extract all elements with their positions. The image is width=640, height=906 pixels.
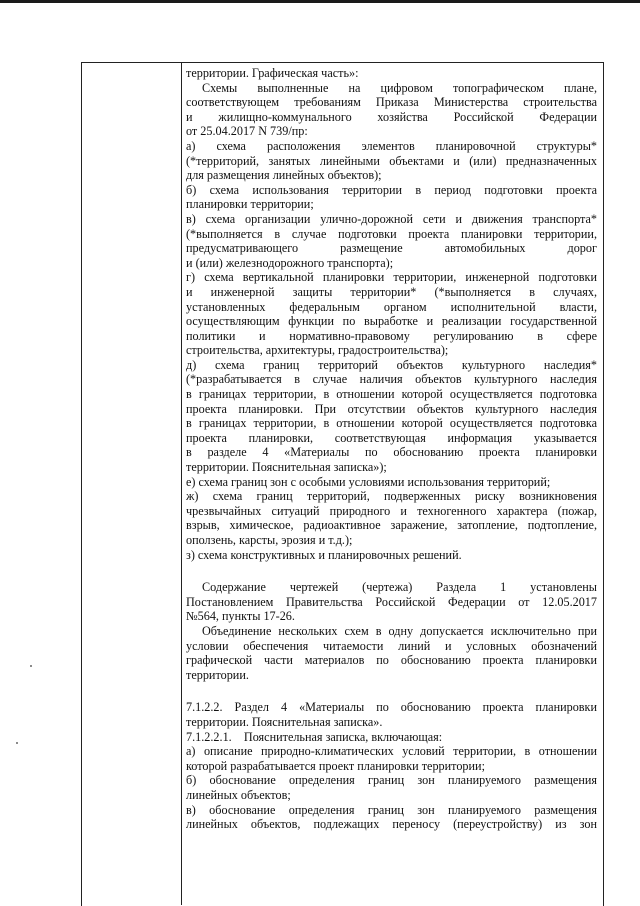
text-line: предусматривающего размещение автомобильных дорог bbox=[186, 241, 597, 256]
text-line: в границах территории, в отношении которой осуществляется подготовка bbox=[186, 416, 597, 431]
paragraph-item-a bbox=[186, 139, 597, 183]
text-line: а) схема расположения элементов планировочной структуры* bbox=[186, 138, 597, 153]
paragraph-intro bbox=[186, 66, 597, 81]
text-line: осуществляющим функции по выработке и реализации государственной bbox=[186, 314, 597, 329]
text-line: в) обоснование определения границ зон планируемого размещения bbox=[186, 802, 597, 817]
paragraph-item-d bbox=[186, 358, 597, 475]
text-line: б) обоснование определения границ зон планируемого размещения bbox=[186, 773, 597, 788]
text-line: в разделе 4 «Материалы по обоснованию проекта планировки bbox=[186, 445, 597, 460]
paragraph-schemes bbox=[186, 81, 597, 139]
text-line: для размещения линейных объектов); bbox=[186, 168, 382, 183]
paragraph-note-item-b bbox=[186, 773, 597, 802]
paragraph-item-g bbox=[186, 270, 597, 358]
text-line: и (или) железнодорожного транспорта); bbox=[186, 255, 394, 270]
text-line: №564, пункты 17-26. bbox=[186, 609, 295, 624]
text-line: территории. Пояснительная записка»); bbox=[186, 460, 387, 475]
text-line: а) описание природно-климатических условий территории, в отношении bbox=[186, 744, 597, 759]
text-line: установленных федеральным органом исполнительной власти, bbox=[186, 299, 597, 314]
text-line: Содержание чертежей (чертежа) Раздела 1 установлены bbox=[202, 580, 597, 595]
text-line: соответствующем требованиям Приказа Министерства строительства bbox=[186, 95, 597, 110]
text-line: в границах территории, в отношении которой осуществляется подготовка bbox=[186, 387, 597, 402]
text-line: е) схема границ зон с особыми условиями использования территорий; bbox=[186, 474, 551, 489]
spacer bbox=[186, 682, 597, 700]
text-line: в) схема организации улично-дорожной сети и движения транспорта* bbox=[186, 211, 597, 226]
paragraph-item-e bbox=[186, 475, 597, 490]
paragraph-item-z bbox=[186, 548, 597, 563]
paragraph-item-b bbox=[186, 183, 597, 212]
paragraph-drawings-content bbox=[186, 580, 597, 624]
text-line: Объединение нескольких схем в одну допускается исключительно при bbox=[202, 623, 597, 638]
paragraph-item-v bbox=[186, 212, 597, 270]
text-line: г) схема вертикальной планировки территории, инженерной подготовки bbox=[186, 270, 597, 285]
text-line: 7.1.2.2.1. Пояснительная записка, включающая: bbox=[186, 729, 443, 744]
top-rule bbox=[0, 0, 640, 3]
paragraph-merge-schemes bbox=[186, 624, 597, 682]
text-line: (*выполняется в случае подготовки проекта планировки территории, bbox=[186, 226, 597, 241]
text-line: чрезвычайных ситуаций природного и техногенного характера (пожар, bbox=[186, 503, 597, 518]
column-divider bbox=[181, 62, 182, 905]
text-line: проекта планировки, соответствующая информация указывается bbox=[186, 430, 597, 445]
text-line: территории. Пояснительная записка». bbox=[186, 714, 383, 729]
text-line: графической части материалов по обоснованию проекта планировки bbox=[186, 653, 597, 668]
text-line: ж) схема границ территорий, подверженных риску возникновения bbox=[186, 489, 597, 504]
text-line: (*территорий, занятых линейными объектами и (или) предназначенных bbox=[186, 153, 597, 168]
paragraph-section-4 bbox=[186, 700, 597, 729]
text-line: и жилищно-коммунального хозяйства Российской Федерации bbox=[186, 109, 597, 124]
text-line: территории. Графическая часть»: bbox=[186, 66, 359, 80]
text-line: политики и нормативно-правовому регулированию в сфере bbox=[186, 328, 597, 343]
text-line: линейных объектов, подлежащих переносу (переустройству) из зон bbox=[186, 817, 597, 832]
text-line: строительства, архитектуры, градостроительства); bbox=[186, 343, 449, 358]
text-line: которой разрабатывается проект планировки территории; bbox=[186, 758, 485, 773]
text-line: оползень, карсты, эрозия и т.д.); bbox=[186, 533, 353, 547]
text-line: б) схема использования территории в период подготовки проекта bbox=[186, 182, 597, 197]
text-line: Схемы выполненные на цифровом топографическом плане, bbox=[202, 80, 597, 95]
text-line: 7.1.2.2. Раздел 4 «Материалы по обоснованию проекта планировки bbox=[186, 700, 597, 715]
text-line: и инженерной защиты территории* (*выполняется в случаях, bbox=[186, 284, 597, 299]
text-line: условии обеспечения читаемости линий и условных обозначений bbox=[186, 638, 597, 653]
text-line: планировки территории; bbox=[186, 197, 314, 212]
spacer bbox=[186, 562, 597, 580]
text-column bbox=[186, 66, 597, 832]
paragraph-note-item-v bbox=[186, 803, 597, 832]
text-line: территории. bbox=[186, 667, 249, 682]
text-line: Постановлением Правительства Российской Федерации от 12.05.2017 bbox=[186, 594, 597, 609]
text-line: от 25.04.2017 N 739/пр: bbox=[186, 124, 308, 139]
scan-speck bbox=[30, 665, 32, 667]
text-line: проекта планировки. При отсутствии объектов культурного наследия bbox=[186, 401, 597, 416]
text-line: (*разрабатывается в случае наличия объектов культурного наследия bbox=[186, 372, 597, 387]
paragraph-note-item-a bbox=[186, 744, 597, 773]
text-line: взрыв, химическое, радиоактивное заражение, затопление, подтопление, bbox=[186, 518, 597, 533]
scan-speck bbox=[16, 742, 18, 744]
text-line: з) схема конструктивных и планировочных решений. bbox=[186, 547, 462, 562]
text-line: линейных объектов; bbox=[186, 787, 291, 802]
paragraph-explanatory-note bbox=[186, 730, 597, 745]
paragraph-item-zh bbox=[186, 489, 597, 547]
text-line: д) схема границ территорий объектов культурного наследия* bbox=[186, 357, 597, 372]
